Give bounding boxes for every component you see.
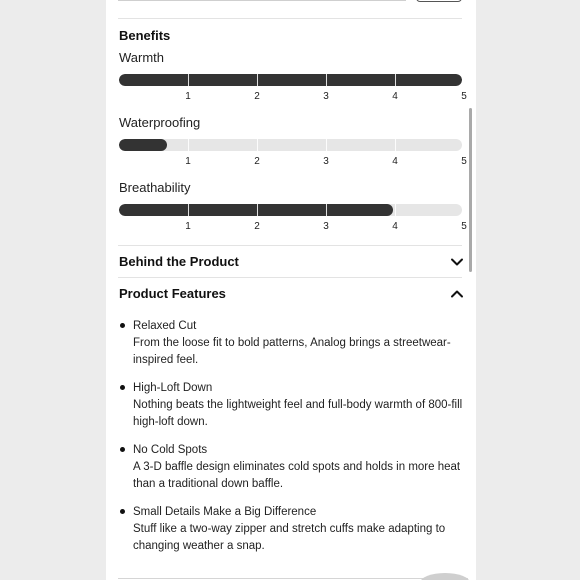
feature-description: A 3-D baffle design eliminates cold spots and holds in more heat than a traditional down baffle. [133,461,461,490]
rating-bar-track [119,139,462,151]
scrollbar[interactable] [469,108,472,272]
product-details-panel [106,0,476,580]
chevron-up-icon [449,286,465,302]
metric-label: Breathability [119,180,191,195]
feature-item [119,504,465,555]
rating-bar-tick [188,204,189,216]
feature-title: Small Details Make a Big Difference [133,506,317,518]
rating-bar-tick [188,139,189,151]
rating-bar-tick [257,74,258,86]
divider [118,18,462,19]
metric-label: Warmth [119,50,165,65]
rating-bar-tick [257,204,258,216]
behind-the-product-title: Behind the Product [119,254,239,269]
bottom-divider [118,578,468,579]
scale-tick-label: 4 [392,221,398,232]
scale-tick-label: 4 [392,156,398,167]
feature-description: Stuff like a two-way zipper and stretch cuffs make adapting to changing weather a snap. [133,523,446,552]
product-features-header[interactable] [119,286,465,306]
scale-tick-label: 5 [461,91,467,102]
bullet-icon [120,509,125,514]
scale-tick-label: 3 [323,156,329,167]
rating-bar-fill [119,139,167,151]
feature-item [119,442,465,493]
scale-tick-label: 1 [185,156,191,167]
rating-bar-track [119,74,462,86]
rating-bar-tick [326,204,327,216]
rating-bar-tick [395,74,396,86]
rating-bar-tick [326,139,327,151]
product-features-list [119,318,465,566]
rating-bar-tick [326,74,327,86]
feature-description: Nothing beats the lightweight feel and full-body warmth of 800-fill high-loft down. [133,399,463,428]
bullet-icon [120,447,125,452]
product-features-title: Product Features [119,286,226,301]
scale-tick-label: 1 [185,221,191,232]
scale-tick-label: 5 [461,156,467,167]
feature-title: No Cold Spots [133,444,208,456]
scale-tick-label: 5 [461,221,467,232]
rating-bar-fill [119,74,462,86]
top-button-edge[interactable] [416,0,462,2]
bullet-icon [120,385,125,390]
feature-title: Relaxed Cut [133,320,197,332]
scale-tick-label: 2 [254,91,260,102]
rating-bar-tick [188,74,189,86]
divider [118,277,462,278]
metric-label: Waterproofing [119,115,201,130]
scale-tick-label: 2 [254,221,260,232]
scale-tick-label: 3 [323,221,329,232]
scale-tick-label: 3 [323,91,329,102]
bullet-icon [120,323,125,328]
feature-title: High-Loft Down [133,382,213,394]
feature-item [119,380,465,431]
rating-bar-track [119,204,462,216]
top-field-edge [118,0,406,1]
scale-tick-label: 2 [254,156,260,167]
chevron-down-icon [449,254,465,270]
scale-tick-label: 1 [185,91,191,102]
behind-the-product-header[interactable] [119,254,465,274]
feature-item [119,318,465,369]
rating-bar-tick [395,139,396,151]
benefits-title: Benefits [119,28,171,43]
feature-description: From the loose fit to bold patterns, Analog brings a streetwear-inspired feel. [133,337,451,366]
scale-tick-label: 4 [392,91,398,102]
rating-bar-tick [257,139,258,151]
rating-bar-tick [395,204,396,216]
divider [118,245,462,246]
